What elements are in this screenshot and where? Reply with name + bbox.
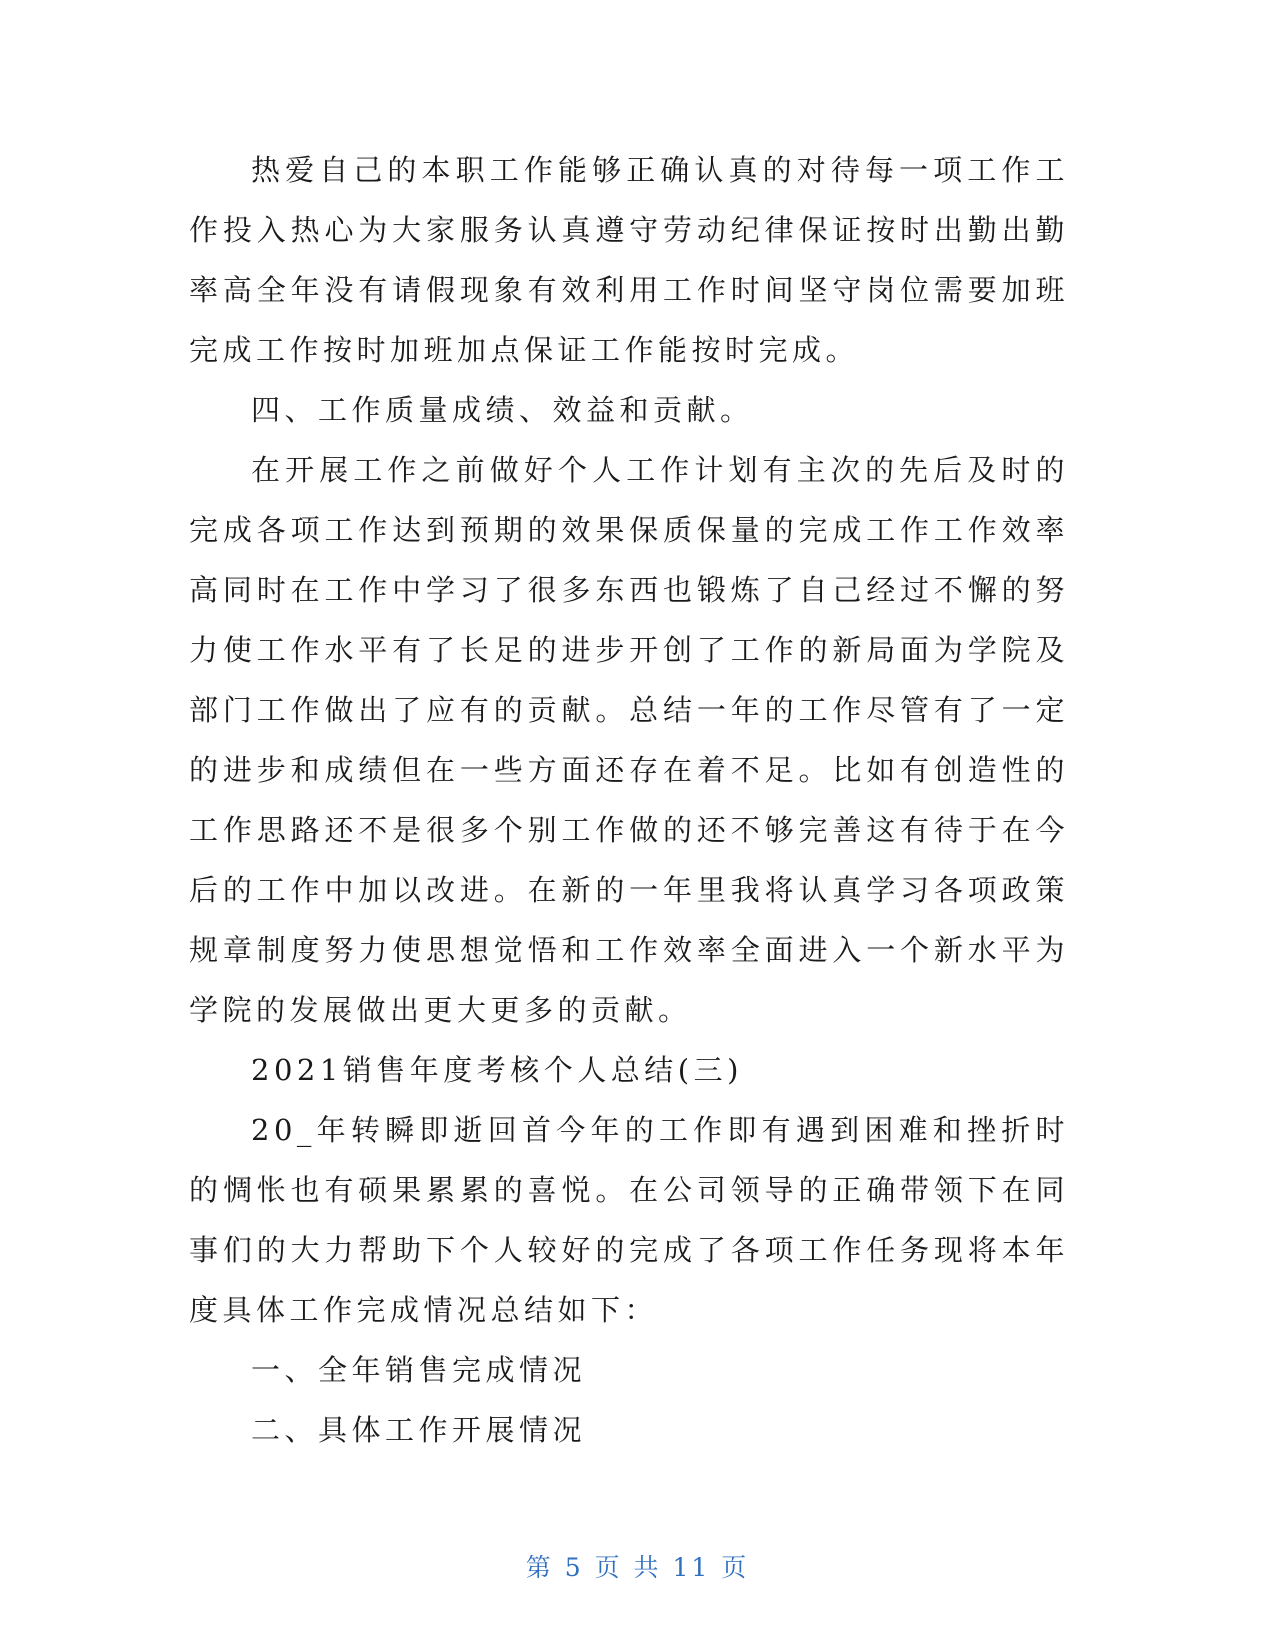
heading-summary-three: 2021销售年度考核个人总结(三) [251,1053,743,1087]
heading-work-progress: 二、具体工作开展情况 [251,1413,587,1447]
document-body [189,140,1069,1460]
heading-section-four: 四、工作质量成绩、效益和贡献。 [251,393,754,427]
page-number-footer: 第 5 页 共 11 页 [525,1553,750,1582]
paragraph-work-quality: 在开展工作之前做好个人工作计划有主次的先后及时的完成各项工作达到预期的效果保质保量的完成工作工作效率高同时在工作中学习了很多东西也锻炼了自己经过不懈的努力使工作水平有了长足的进步开创了工作的新局面为学院及部门工作做出了应有的贡献。总结一年的工作尽管有了一定的进步和成绩但在一些方面还存在着不足。比如有创造性的工作思路还不是很多个别工作做的还不够完善这有待于在今后的工作中加以改进。在新的一年里我将认真学习各项政策规章制度努力使思想觉悟和工作效率全面进入一个新水平为学院的发展做出更大更多的贡献。 [189,453,1069,1027]
paragraph-work-attitude: 热爱自己的本职工作能够正确认真的对待每一项工作工作投入热心为大家服务认真遵守劳动纪律保证按时出勤出勤率高全年没有请假现象有效利用工作时间坚守岗位需要加班完成工作按时加班加点保证工作能按时完成。 [189,153,1069,367]
heading-sales-completion: 一、全年销售完成情况 [251,1353,587,1387]
paragraph-year-review: 20_年转瞬即逝回首今年的工作即有遇到困难和挫折时的惆怅也有硕果累累的喜悦。在公司领导的正确带领下在同事们的大力帮助下个人较好的完成了各项工作任务现将本年度具体工作完成情况总结如下： [189,1113,1069,1327]
